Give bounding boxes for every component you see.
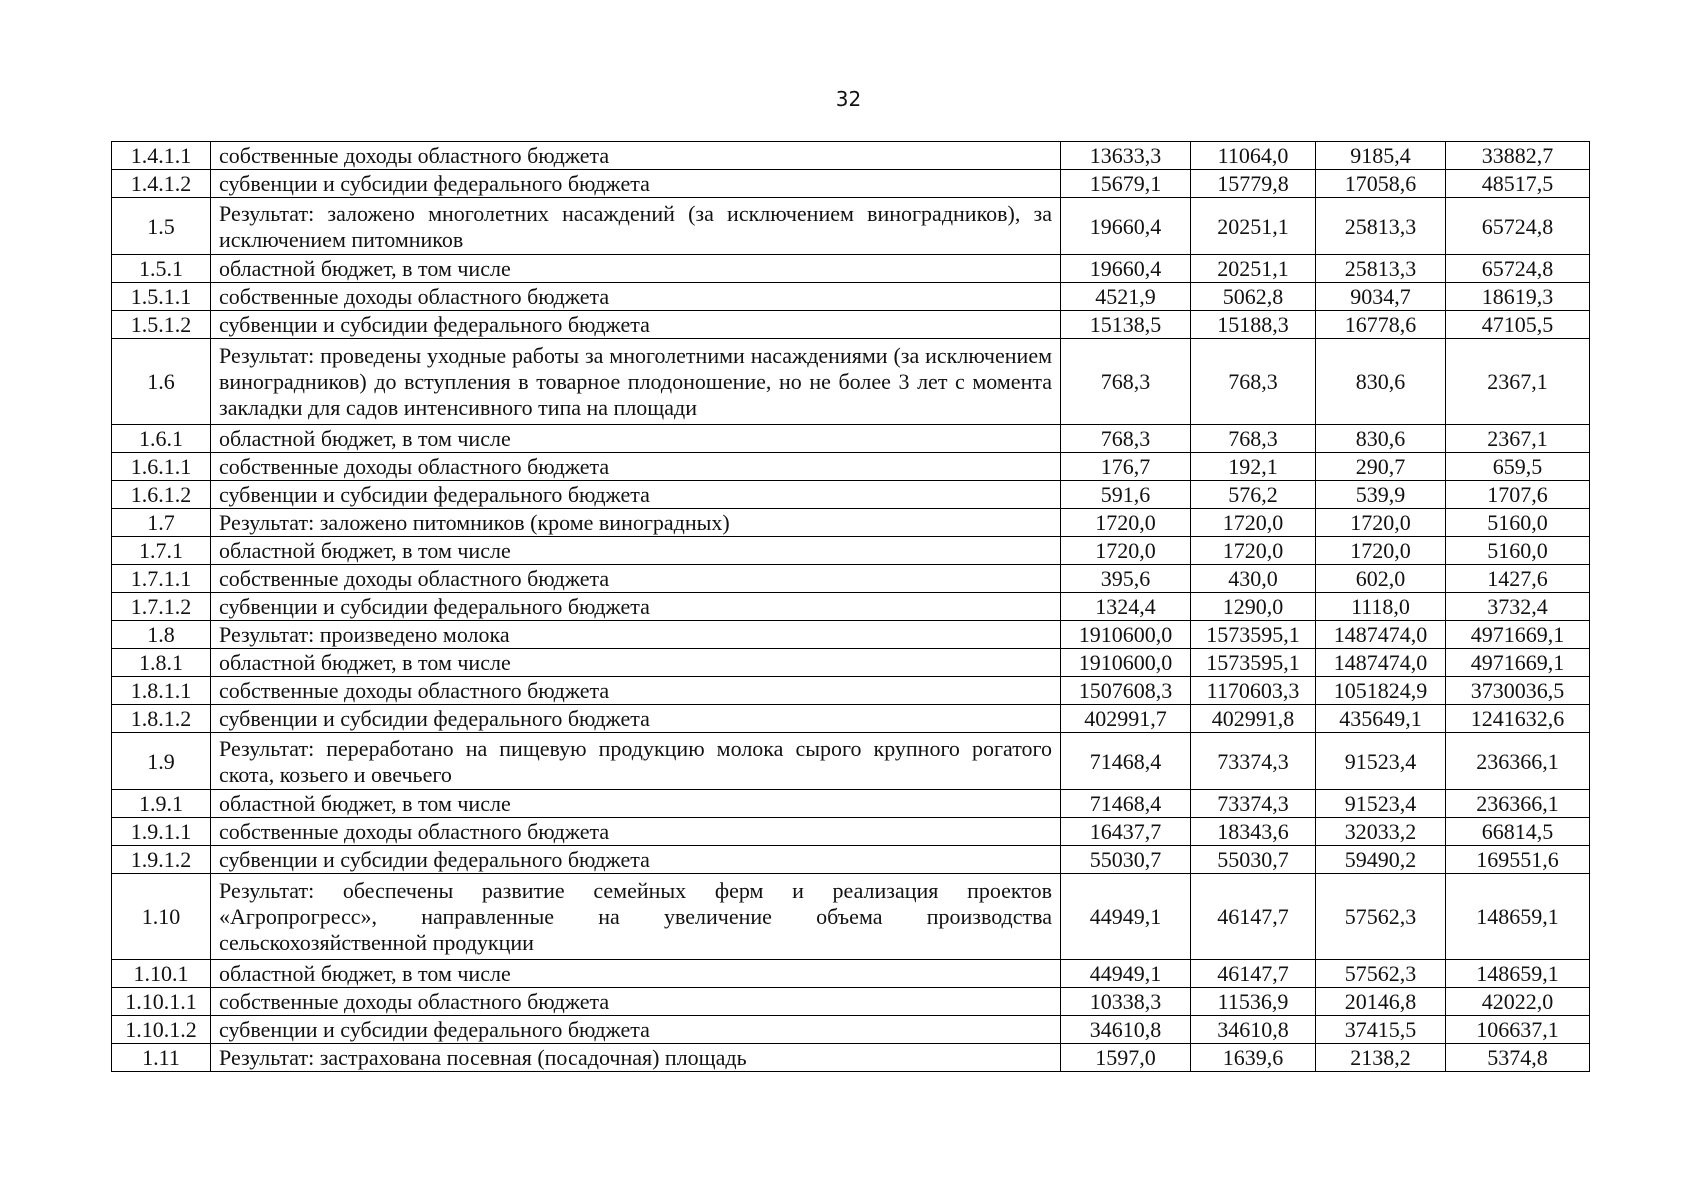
value-cell: 176,7 [1061,453,1191,481]
row-description: Результат: произведено молока [211,621,1061,649]
table-row [112,1044,1590,1072]
table-row [112,649,1590,677]
total-cell: 18619,3 [1446,283,1590,311]
row-code: 1.8.1.2 [112,705,211,733]
value-cell: 402991,7 [1061,705,1191,733]
total-cell: 4971669,1 [1446,621,1590,649]
table-row [112,311,1590,339]
value-cell: 71468,4 [1061,790,1191,818]
value-cell: 576,2 [1191,481,1316,509]
row-code: 1.9.1.2 [112,846,211,874]
value-cell: 768,3 [1191,425,1316,453]
value-cell: 44949,1 [1061,960,1191,988]
row-code: 1.8 [112,621,211,649]
row-description: собственные доходы областного бюджета [211,677,1061,705]
total-cell: 1707,6 [1446,481,1590,509]
value-cell: 46147,7 [1191,960,1316,988]
row-description: Результат: переработано на пищевую продукцию молока сырого крупного рогатого скота, козьего и овечьего [211,733,1061,790]
table-row [112,509,1590,537]
table-row [112,170,1590,198]
row-description: областной бюджет, в том числе [211,649,1061,677]
total-cell: 33882,7 [1446,142,1590,170]
row-description: субвенции и субсидии федерального бюджета [211,170,1061,198]
row-description: областной бюджет, в том числе [211,425,1061,453]
row-code: 1.5 [112,198,211,255]
row-description: субвенции и субсидии федерального бюджета [211,481,1061,509]
value-cell: 2138,2 [1316,1044,1446,1072]
budget-table [111,141,1590,1072]
total-cell: 47105,5 [1446,311,1590,339]
value-cell: 9034,7 [1316,283,1446,311]
row-description: Результат: застрахована посевная (посадочная) площадь [211,1044,1061,1072]
row-code: 1.6 [112,339,211,425]
total-cell: 42022,0 [1446,988,1590,1016]
value-cell: 55030,7 [1061,846,1191,874]
value-cell: 395,6 [1061,565,1191,593]
row-code: 1.7 [112,509,211,537]
value-cell: 11536,9 [1191,988,1316,1016]
value-cell: 1487474,0 [1316,621,1446,649]
value-cell: 73374,3 [1191,790,1316,818]
value-cell: 46147,7 [1191,874,1316,960]
value-cell: 768,3 [1191,339,1316,425]
total-cell: 236366,1 [1446,733,1590,790]
table-row [112,537,1590,565]
row-description: Результат: заложено многолетних насаждений (за исключением виноградников), за исключением питомников [211,198,1061,255]
row-description: Результат: заложено питомников (кроме виноградных) [211,509,1061,537]
value-cell: 430,0 [1191,565,1316,593]
value-cell: 402991,8 [1191,705,1316,733]
value-cell: 71468,4 [1061,733,1191,790]
row-code: 1.7.1.1 [112,565,211,593]
value-cell: 1597,0 [1061,1044,1191,1072]
value-cell: 435649,1 [1316,705,1446,733]
row-code: 1.8.1 [112,649,211,677]
row-code: 1.6.1.1 [112,453,211,481]
value-cell: 55030,7 [1191,846,1316,874]
table-row [112,705,1590,733]
table-row [112,481,1590,509]
value-cell: 1720,0 [1061,537,1191,565]
table-row [112,846,1590,874]
table-row [112,142,1590,170]
total-cell: 1427,6 [1446,565,1590,593]
table-row [112,621,1590,649]
value-cell: 57562,3 [1316,960,1446,988]
table-row [112,339,1590,425]
row-description: субвенции и субсидии федерального бюджета [211,846,1061,874]
value-cell: 1639,6 [1191,1044,1316,1072]
value-cell: 1720,0 [1316,509,1446,537]
table-row [112,283,1590,311]
value-cell: 20251,1 [1191,255,1316,283]
total-cell: 2367,1 [1446,425,1590,453]
value-cell: 15679,1 [1061,170,1191,198]
row-code: 1.9.1 [112,790,211,818]
value-cell: 16778,6 [1316,311,1446,339]
table-row [112,818,1590,846]
table-row [112,960,1590,988]
table-row [112,1016,1590,1044]
row-code: 1.9 [112,733,211,790]
total-cell: 5160,0 [1446,537,1590,565]
row-description: собственные доходы областного бюджета [211,565,1061,593]
value-cell: 19660,4 [1061,198,1191,255]
total-cell: 106637,1 [1446,1016,1590,1044]
value-cell: 1720,0 [1191,537,1316,565]
table-row [112,988,1590,1016]
row-code: 1.7.1 [112,537,211,565]
row-code: 1.5.1.2 [112,311,211,339]
row-code: 1.5.1.1 [112,283,211,311]
row-code: 1.10.1.2 [112,1016,211,1044]
row-description: областной бюджет, в том числе [211,255,1061,283]
row-code: 1.6.1.2 [112,481,211,509]
table-row [112,874,1590,960]
row-code: 1.7.1.2 [112,593,211,621]
value-cell: 19660,4 [1061,255,1191,283]
row-description: собственные доходы областного бюджета [211,142,1061,170]
value-cell: 59490,2 [1316,846,1446,874]
row-code: 1.4.1.2 [112,170,211,198]
table-row [112,453,1590,481]
row-description: субвенции и субсидии федерального бюджета [211,1016,1061,1044]
value-cell: 1051824,9 [1316,677,1446,705]
total-cell: 2367,1 [1446,339,1590,425]
value-cell: 768,3 [1061,425,1191,453]
table-row [112,198,1590,255]
table-row [112,677,1590,705]
row-code: 1.10 [112,874,211,960]
value-cell: 830,6 [1316,425,1446,453]
value-cell: 4521,9 [1061,283,1191,311]
row-description: областной бюджет, в том числе [211,960,1061,988]
total-cell: 65724,8 [1446,255,1590,283]
value-cell: 13633,3 [1061,142,1191,170]
value-cell: 32033,2 [1316,818,1446,846]
value-cell: 73374,3 [1191,733,1316,790]
row-description: областной бюджет, в том числе [211,537,1061,565]
value-cell: 290,7 [1316,453,1446,481]
value-cell: 1118,0 [1316,593,1446,621]
value-cell: 1324,4 [1061,593,1191,621]
value-cell: 10338,3 [1061,988,1191,1016]
row-code: 1.6.1 [112,425,211,453]
total-cell: 169551,6 [1446,846,1590,874]
value-cell: 1720,0 [1316,537,1446,565]
row-description: областной бюджет, в том числе [211,790,1061,818]
value-cell: 1573595,1 [1191,621,1316,649]
row-code: 1.10.1 [112,960,211,988]
value-cell: 830,6 [1316,339,1446,425]
value-cell: 37415,5 [1316,1016,1446,1044]
value-cell: 539,9 [1316,481,1446,509]
row-description: Результат: проведены уходные работы за многолетними насаждениями (за исключением виноградников) до вступления в товарное плодоношение, но не более 3 лет с момента закладки для садов интенсивного типа на площади [211,339,1061,425]
value-cell: 91523,4 [1316,790,1446,818]
value-cell: 16437,7 [1061,818,1191,846]
total-cell: 5160,0 [1446,509,1590,537]
value-cell: 20251,1 [1191,198,1316,255]
table-row [112,593,1590,621]
row-description: Результат: обеспечены развитие семейных ферм и реализация проектов «Агропрогресс», направленные на увеличение объема производства сельскохозяйственной продукции [211,874,1061,960]
total-cell: 65724,8 [1446,198,1590,255]
total-cell: 48517,5 [1446,170,1590,198]
value-cell: 1910600,0 [1061,621,1191,649]
value-cell: 18343,6 [1191,818,1316,846]
value-cell: 91523,4 [1316,733,1446,790]
row-code: 1.8.1.1 [112,677,211,705]
value-cell: 768,3 [1061,339,1191,425]
row-description: собственные доходы областного бюджета [211,818,1061,846]
total-cell: 148659,1 [1446,874,1590,960]
row-code: 1.9.1.1 [112,818,211,846]
row-description: собственные доходы областного бюджета [211,453,1061,481]
row-description: субвенции и субсидии федерального бюджета [211,705,1061,733]
total-cell: 148659,1 [1446,960,1590,988]
value-cell: 1573595,1 [1191,649,1316,677]
total-cell: 236366,1 [1446,790,1590,818]
value-cell: 34610,8 [1191,1016,1316,1044]
total-cell: 659,5 [1446,453,1590,481]
row-description: субвенции и субсидии федерального бюджета [211,311,1061,339]
value-cell: 1720,0 [1191,509,1316,537]
row-description: субвенции и субсидии федерального бюджета [211,593,1061,621]
total-cell: 3732,4 [1446,593,1590,621]
value-cell: 11064,0 [1191,142,1316,170]
row-code: 1.4.1.1 [112,142,211,170]
row-description: собственные доходы областного бюджета [211,283,1061,311]
value-cell: 602,0 [1316,565,1446,593]
value-cell: 1290,0 [1191,593,1316,621]
value-cell: 17058,6 [1316,170,1446,198]
table-row [112,565,1590,593]
total-cell: 5374,8 [1446,1044,1590,1072]
page-number: 32 [835,87,862,111]
row-code: 1.5.1 [112,255,211,283]
value-cell: 5062,8 [1191,283,1316,311]
value-cell: 591,6 [1061,481,1191,509]
value-cell: 25813,3 [1316,198,1446,255]
value-cell: 1720,0 [1061,509,1191,537]
value-cell: 192,1 [1191,453,1316,481]
value-cell: 15188,3 [1191,311,1316,339]
value-cell: 15138,5 [1061,311,1191,339]
value-cell: 34610,8 [1061,1016,1191,1044]
table-row [112,733,1590,790]
table-row [112,255,1590,283]
value-cell: 1507608,3 [1061,677,1191,705]
value-cell: 1170603,3 [1191,677,1316,705]
value-cell: 20146,8 [1316,988,1446,1016]
value-cell: 15779,8 [1191,170,1316,198]
value-cell: 57562,3 [1316,874,1446,960]
total-cell: 4971669,1 [1446,649,1590,677]
value-cell: 44949,1 [1061,874,1191,960]
value-cell: 1487474,0 [1316,649,1446,677]
row-description: собственные доходы областного бюджета [211,988,1061,1016]
row-code: 1.11 [112,1044,211,1072]
row-code: 1.10.1.1 [112,988,211,1016]
total-cell: 3730036,5 [1446,677,1590,705]
table-row [112,425,1590,453]
value-cell: 1910600,0 [1061,649,1191,677]
total-cell: 1241632,6 [1446,705,1590,733]
value-cell: 9185,4 [1316,142,1446,170]
total-cell: 66814,5 [1446,818,1590,846]
table-row [112,790,1590,818]
value-cell: 25813,3 [1316,255,1446,283]
table-body [112,142,1590,1072]
